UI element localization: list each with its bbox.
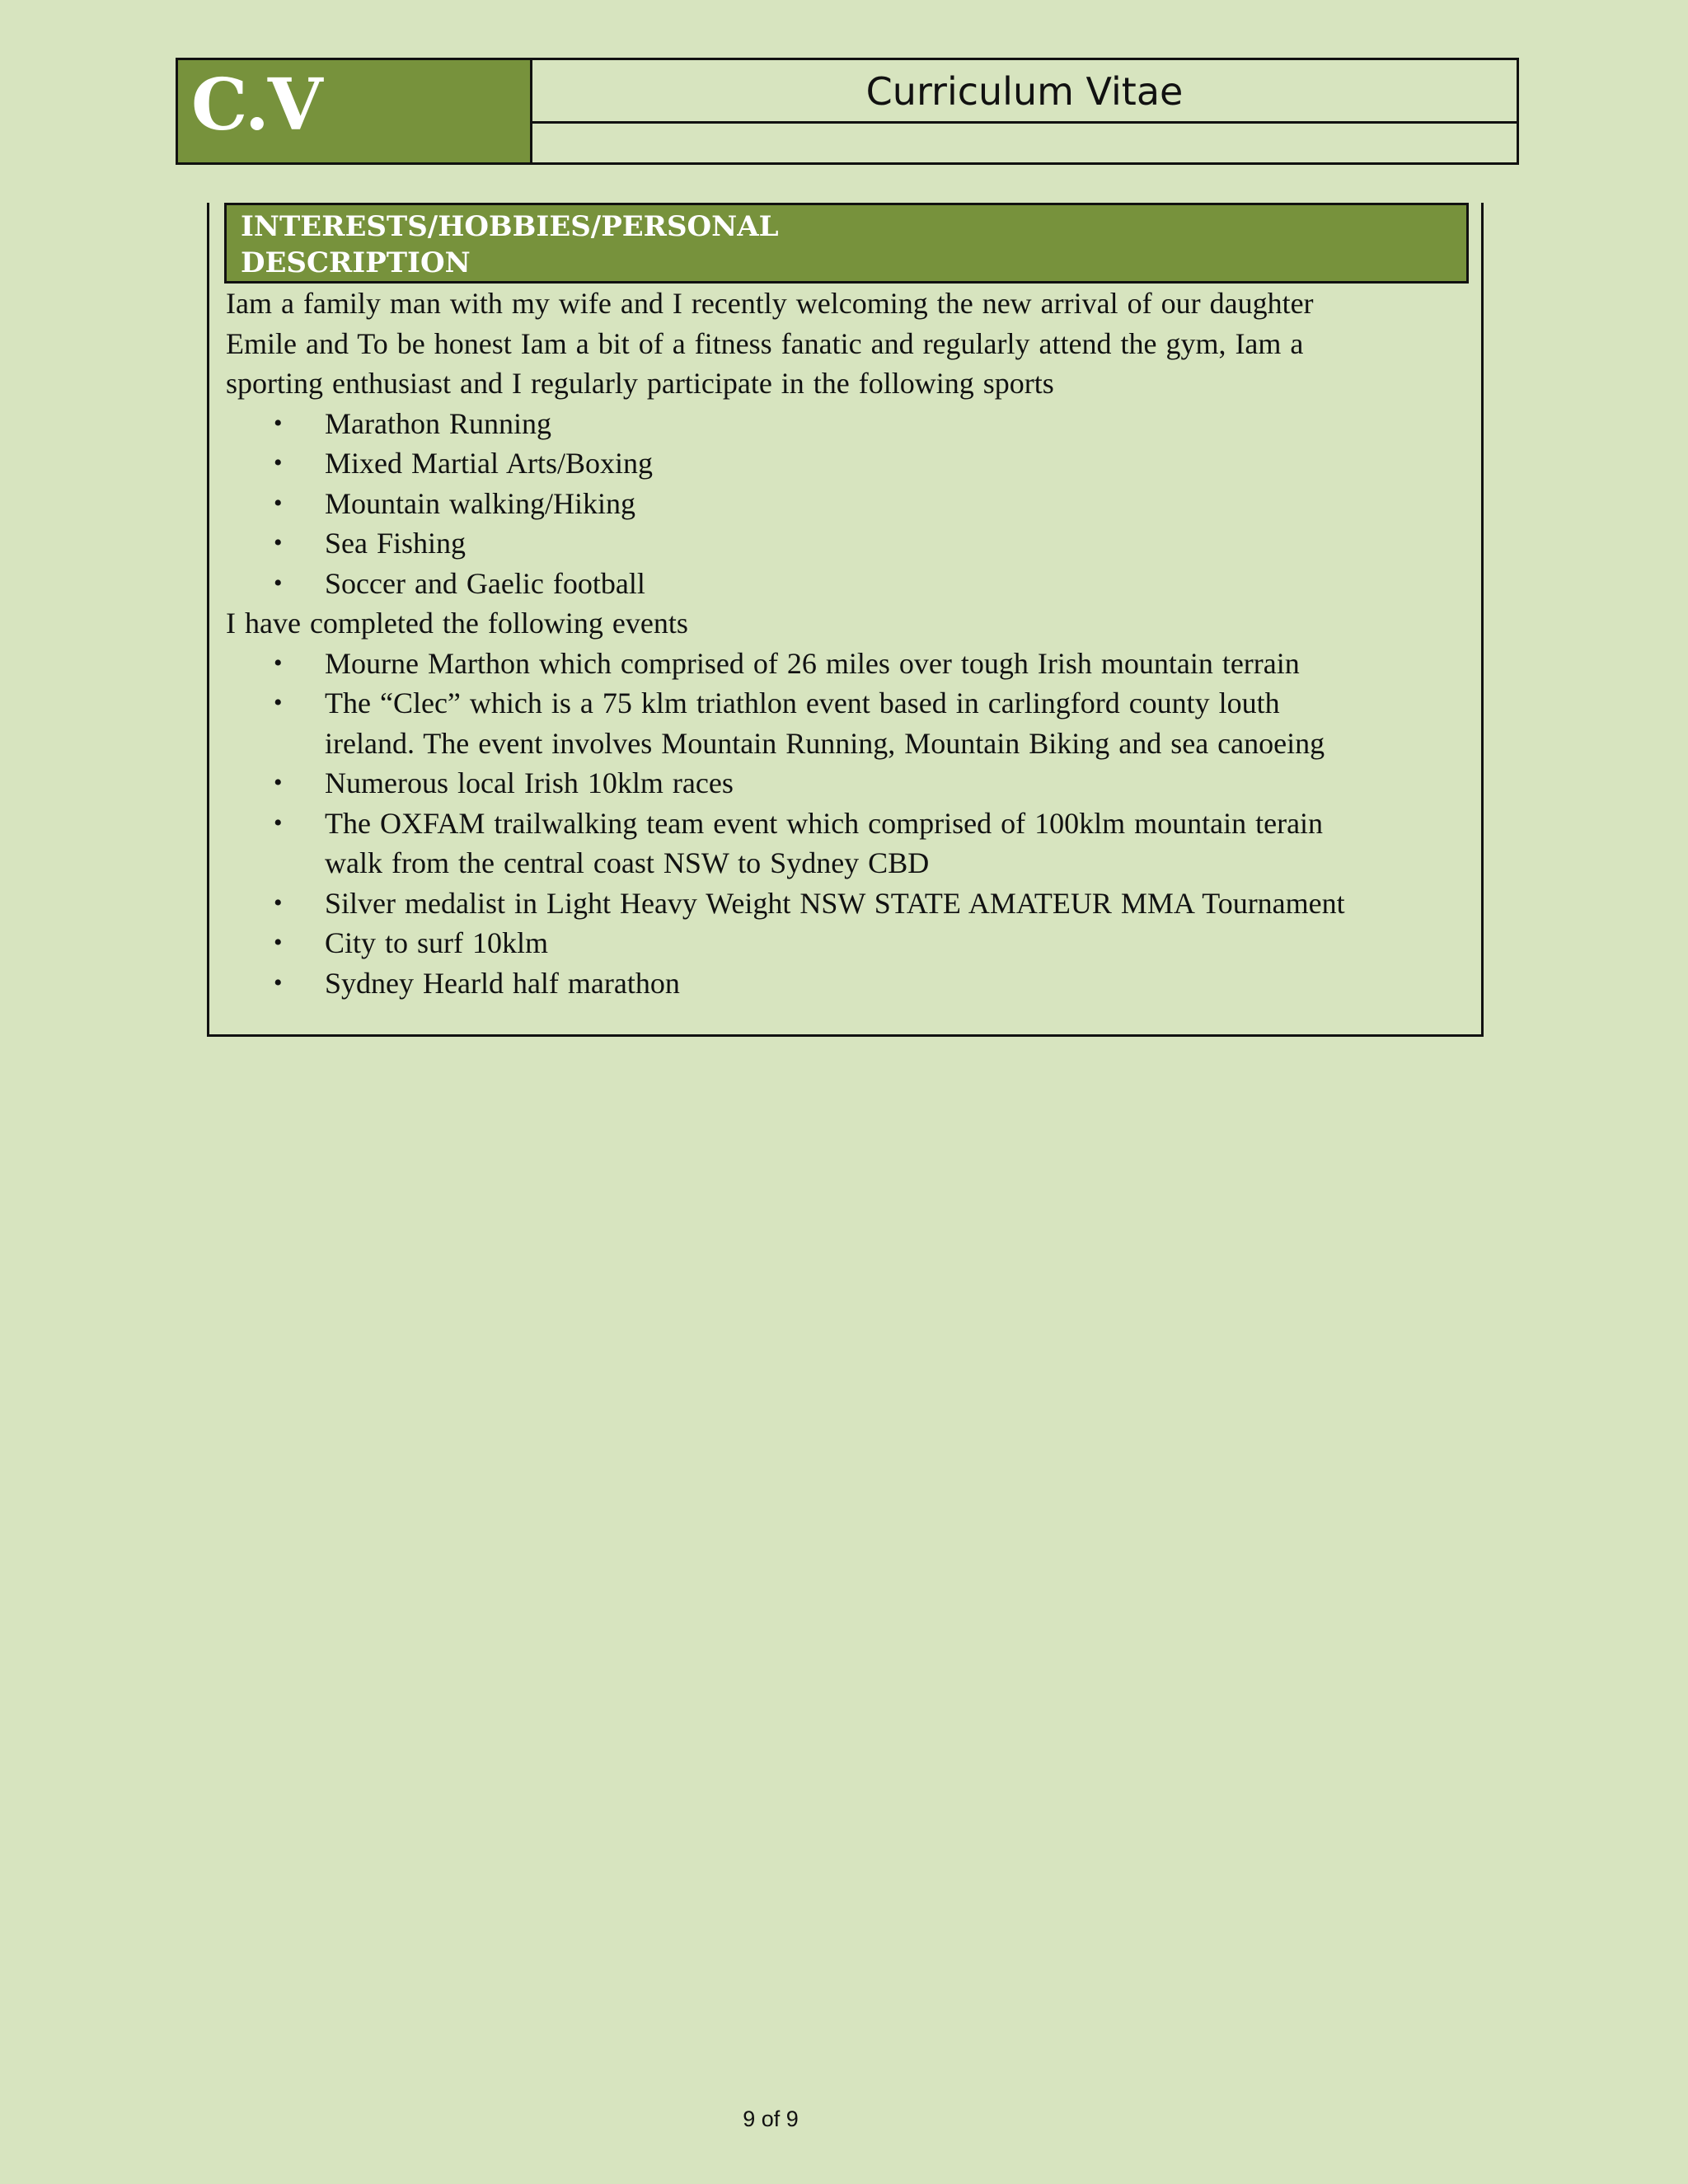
intro-line: Emile and To be honest Iam a bit of a fitness fanatic and regularly attend the gym, Iam a — [226, 326, 1304, 360]
list-item: • Sydney Hearld half marathon — [325, 963, 1470, 1004]
cv-logo-text: C.V — [191, 63, 321, 147]
bullet-icon: • — [274, 529, 283, 556]
list-item: • Numerous local Irish 10klm races — [325, 763, 1470, 804]
header-right — [532, 60, 1517, 162]
list-item: • Marathon Running — [325, 404, 1470, 444]
sports-list — [226, 404, 1470, 604]
section-heading — [224, 203, 1469, 284]
list-item: • The “Clec” which is a 75 klm triathlon event based in carlingford county louth ireland. The event involves Mountain Running, Mountain Biking and sea canoeing — [325, 683, 1470, 763]
bullet-icon: • — [274, 489, 283, 517]
bullet-icon: • — [274, 649, 283, 677]
bullet-icon: • — [274, 689, 283, 716]
list-item: • Mixed Martial Arts/Boxing — [325, 443, 1470, 484]
list-item: • Silver medalist in Light Heavy Weight NSW STATE AMATEUR MMA Tournament — [325, 883, 1470, 924]
header-empty-cell — [532, 124, 1517, 162]
bullet-icon: • — [274, 929, 283, 956]
intro-line: sporting enthusiast and I regularly participate in the following sports — [226, 367, 1054, 400]
bullet-icon: • — [274, 769, 283, 796]
list-item: • Mourne Marthon which comprised of 26 miles over tough Irish mountain terrain — [325, 644, 1470, 684]
interests-section — [207, 203, 1484, 1037]
page-number: 9 of 9 — [743, 2107, 799, 2131]
bullet-icon: • — [274, 409, 283, 437]
section-content — [226, 284, 1470, 1003]
list-item: • The OXFAM trailwalking team event which comprised of 100klm mountain terain walk from the central coast NSW to Sydney CBD — [325, 804, 1470, 883]
intro-line: Iam a family man with my wife and I recently welcoming the new arrival of our daughter — [226, 287, 1314, 320]
bullet-icon: • — [274, 808, 283, 837]
bullet-icon: • — [274, 968, 283, 996]
events-list — [226, 644, 1470, 1004]
bullet-icon: • — [274, 569, 283, 597]
list-item: • Sea Fishing — [325, 523, 1470, 564]
list-item: • City to surf 10klm — [325, 923, 1470, 963]
section-heading-line-1: INTERESTS/HOBBIES/PERSONAL — [241, 210, 779, 243]
cv-logo-box — [178, 60, 532, 162]
document-title: Curriculum Vitae — [532, 60, 1517, 124]
header-table — [176, 58, 1519, 165]
bullet-icon: • — [274, 888, 283, 916]
section-heading-line-2: DESCRIPTION — [241, 246, 471, 279]
list-item: • Soccer and Gaelic football — [325, 564, 1470, 604]
bullet-icon: • — [274, 449, 283, 476]
list-item: • Mountain walking/Hiking — [325, 484, 1470, 524]
events-intro: I have completed the following events — [226, 607, 688, 640]
